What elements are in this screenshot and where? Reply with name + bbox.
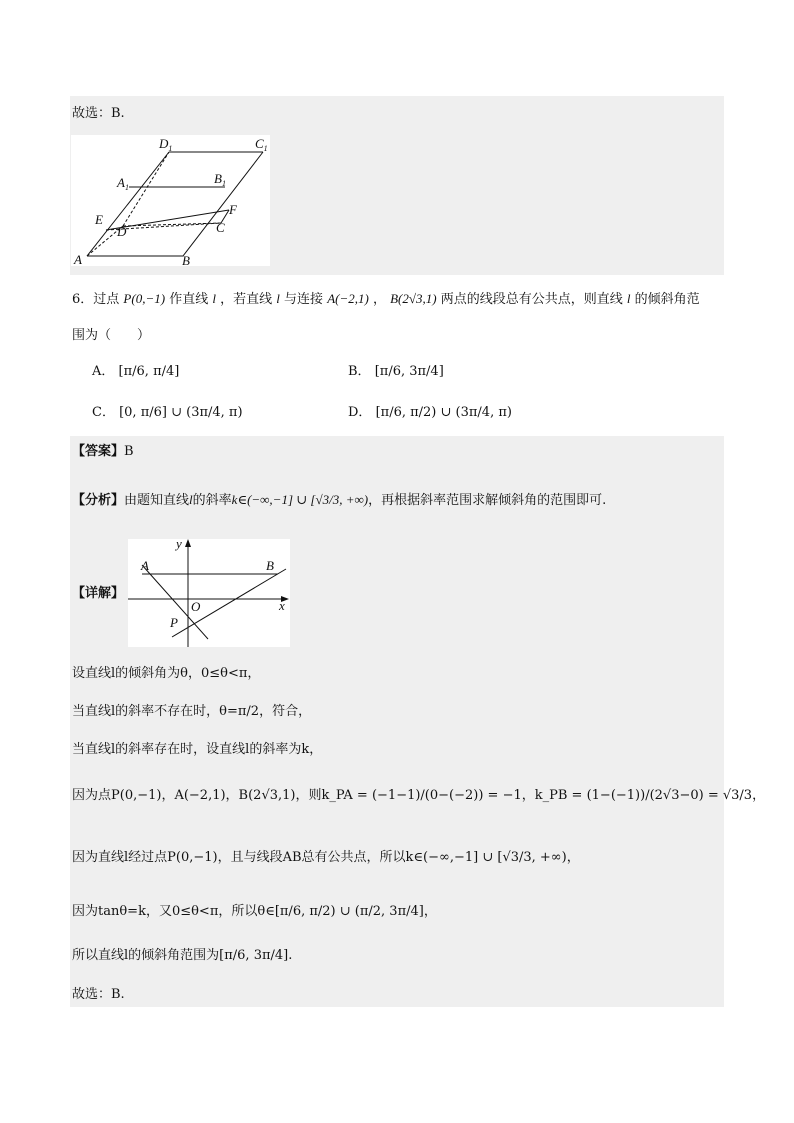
previous-conclusion: 故选：B. (72, 106, 125, 121)
option-b-text: [π/6, 3π/4] (374, 364, 444, 379)
parallelepiped-figure (71, 135, 270, 266)
option-b[interactable]: B． [π/6, 3π/4] (348, 364, 444, 379)
detail-line-1: 设直线l的倾斜角为θ，0≤θ<π， (72, 666, 261, 681)
option-d-text: [π/6, π/2) ∪ (3π/4, π) (375, 405, 512, 420)
label-a: A (141, 558, 149, 573)
label-x: x (279, 598, 285, 613)
detail-line-3: 当直线l的斜率存在时，设直线l的斜率为k， (72, 742, 323, 757)
option-a[interactable]: A． [π/6, π/4] (92, 364, 180, 379)
question-line-2: 围为（ ） (72, 328, 151, 343)
detail-line-5: 因为直线l经过点P(0,−1)，且与线段AB总有公共点，所以k∈(−∞,−1] ∪ [√3/3, +∞)， (72, 850, 580, 865)
detail-line-2: 当直线l的斜率不存在时，θ=π/2，符合， (72, 704, 312, 719)
option-a-text: [π/6, π/4] (118, 364, 180, 379)
label-d1: $D_1$ (159, 136, 173, 153)
label-a: A (74, 252, 82, 266)
label-b: B (266, 558, 274, 573)
label-f: F (229, 202, 237, 217)
option-c[interactable]: C． [0, π/6] ∪ (3π/4, π) (92, 405, 243, 420)
label-p: P (170, 615, 178, 630)
label-o: O (191, 599, 201, 614)
detail-tag: 【详解】 (72, 586, 125, 601)
label-d: D (117, 224, 127, 239)
label-y: y (176, 539, 182, 551)
analysis-line: 【分析】由题知直线l的斜率k∈(−∞,−1] ∪ [√3/3, +∞)，再根据斜率范围求解倾斜角的范围即可. (72, 492, 607, 508)
coordinate-figure (128, 539, 290, 647)
label-b: B (182, 253, 190, 266)
question-line-1: 6．过点 P(0,−1) 作直线 l ，若直线 l 与连接 A(−2,1) ， B(2√3,1) 两点的线段总有公共点，则直线 l 的倾斜角范 (72, 291, 700, 307)
analysis-range: k∈(−∞,−1] ∪ [√3/3, +∞) (231, 492, 369, 507)
detail-line-6: 因为tanθ=k，又0≤θ<π，所以θ∈[π/6, π/2) ∪ (π/2, 3π/4]， (72, 904, 437, 919)
label-c: C (216, 220, 225, 235)
option-d[interactable]: D． [π/6, π/2) ∪ (3π/4, π) (348, 405, 512, 420)
detail-line-7: 所以直线l的倾斜角范围为[π/6, 3π/4]. (72, 948, 293, 963)
label-b1: $B_1$ (214, 171, 226, 188)
answer-line: 【答案】B (72, 444, 134, 459)
detail-line-4: 因为点P(0,−1)，A(−2,1)，B(2√3,1)，则k_PA = (−1−1)/(0−(−2)) = −1，k_PB = (1−(−1))/(2√3−0) = √3/3， (72, 788, 766, 803)
label-a1: $A_1$ (117, 175, 129, 192)
detail-line-8: 故选：B. (72, 987, 125, 1002)
label-e: E (95, 212, 103, 227)
label-c1: $C_1$ (255, 136, 268, 153)
option-c-text: [0, π/6] ∪ (3π/4, π) (119, 405, 243, 420)
